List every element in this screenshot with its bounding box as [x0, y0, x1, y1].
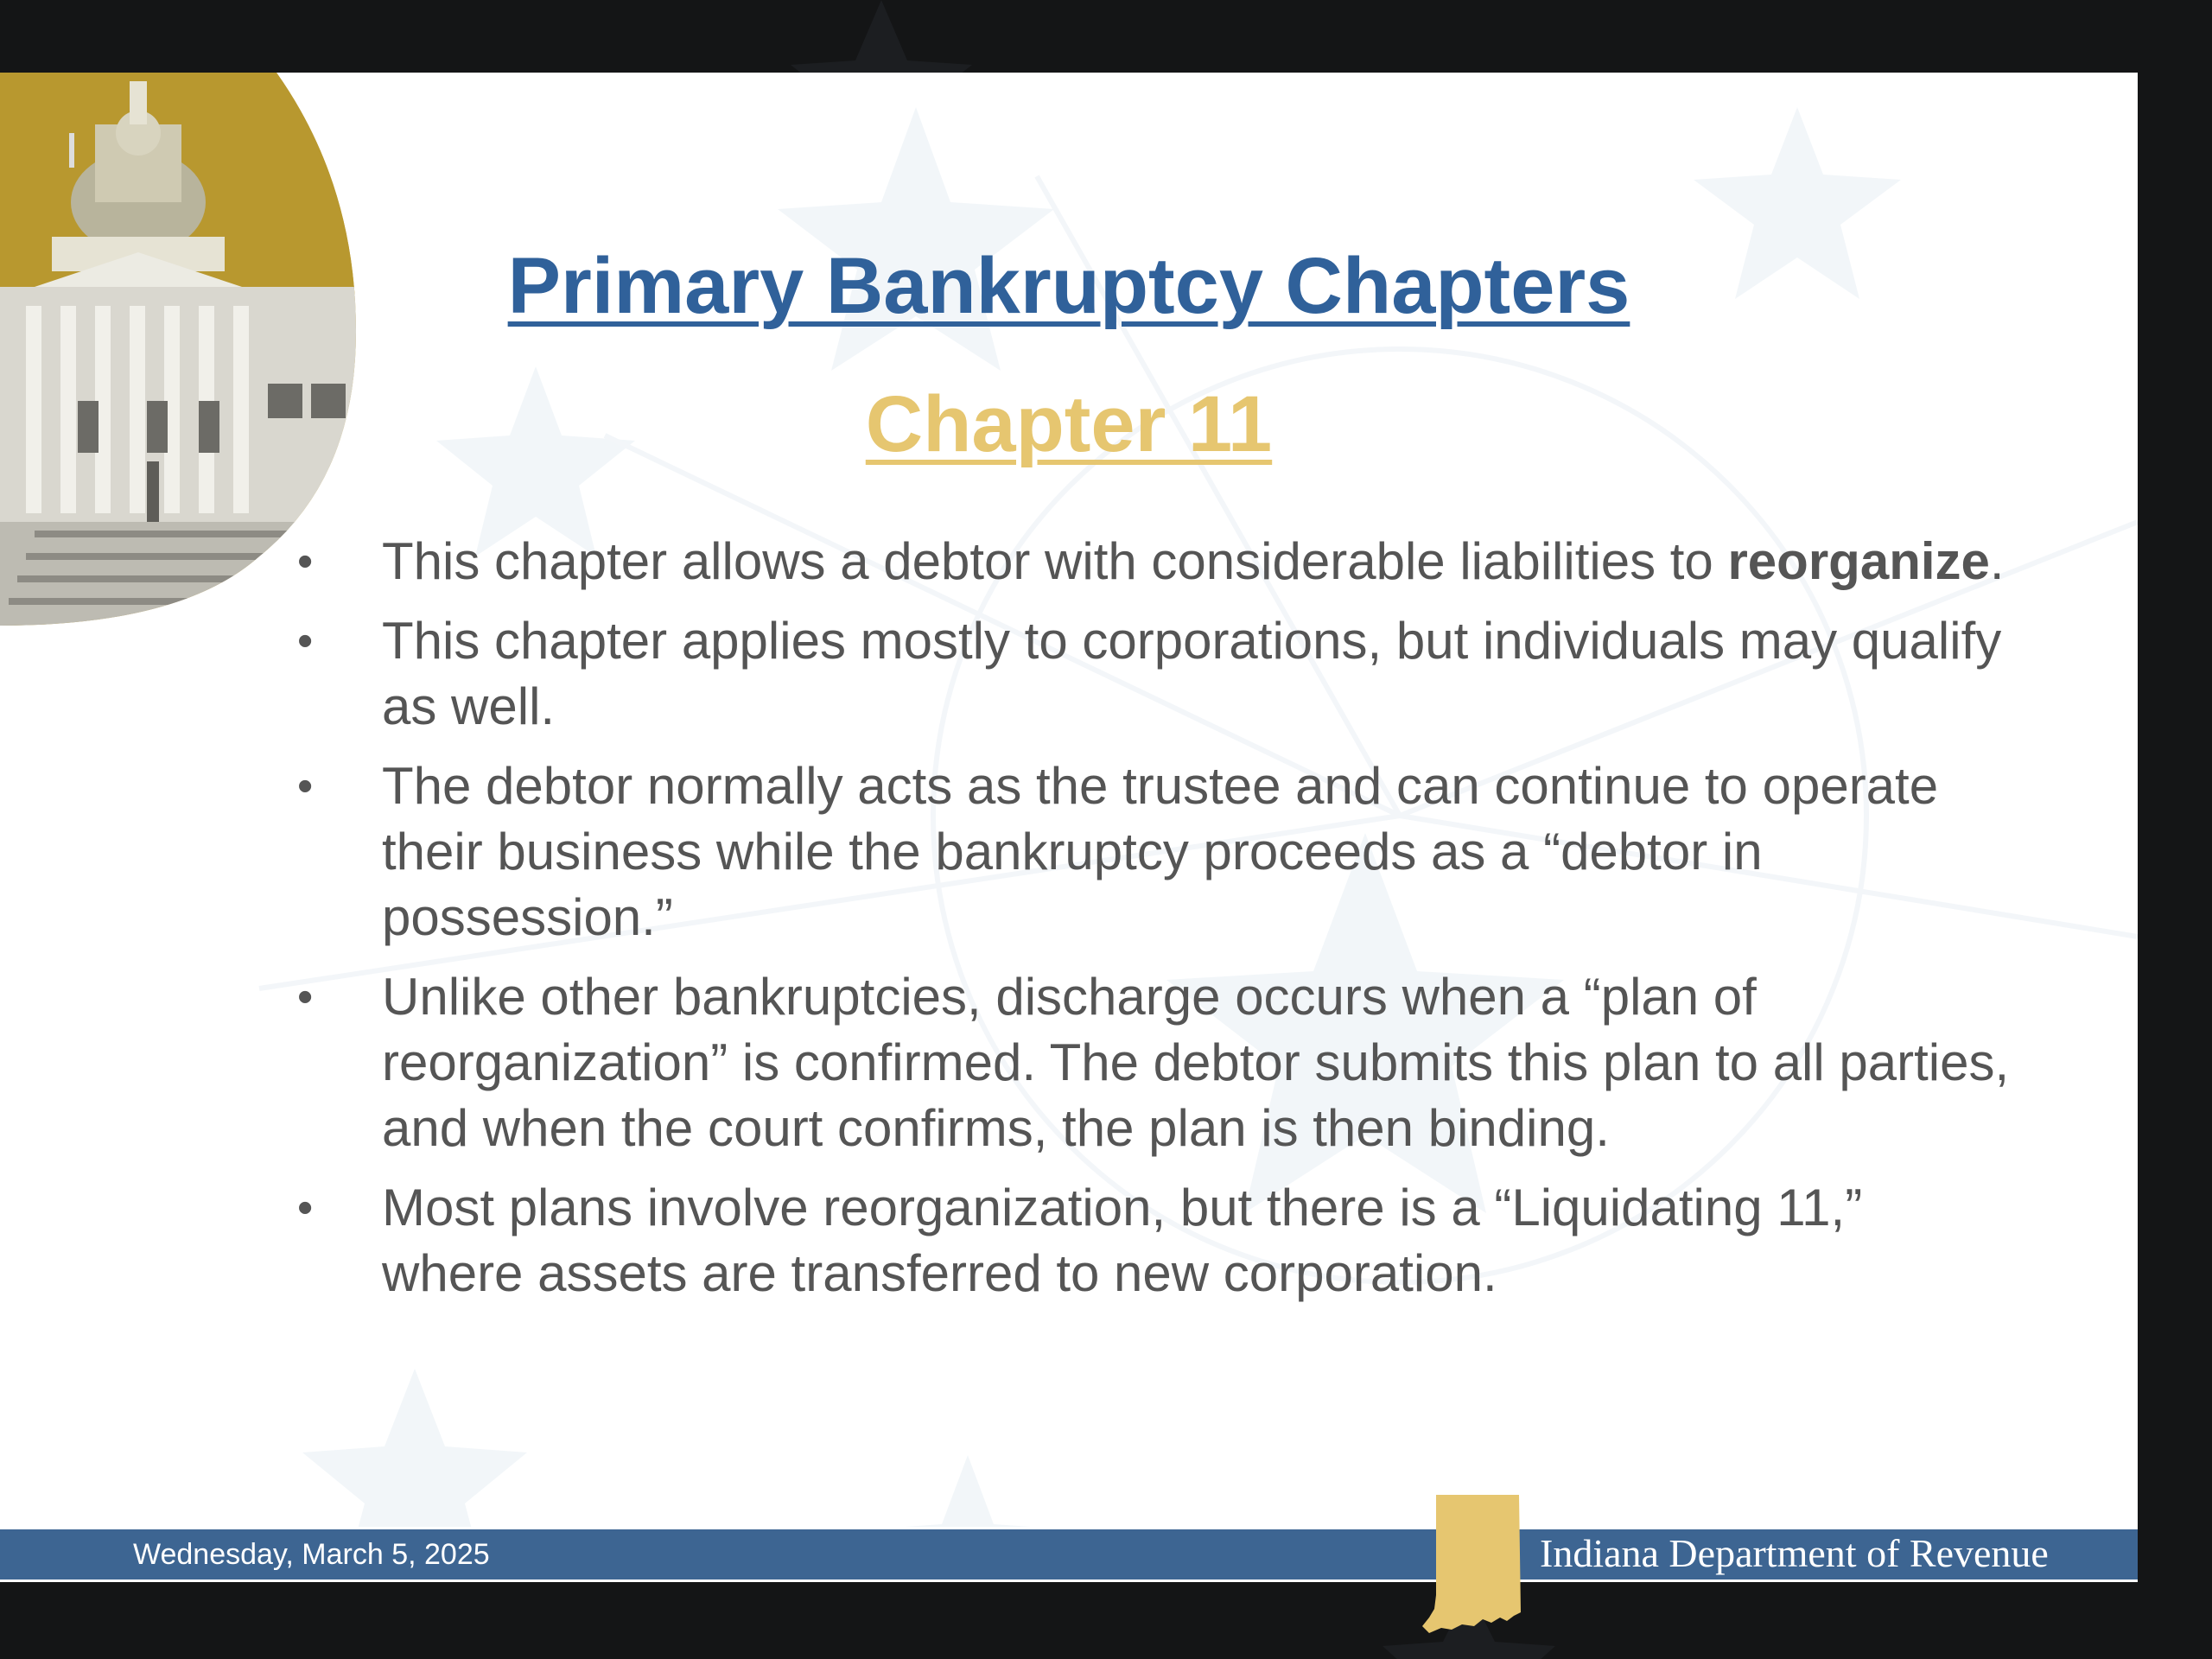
slide — [0, 73, 2138, 1581]
bullet-text: This chapter allows a debtor with considerable liabilities to — [382, 532, 1728, 590]
bullet-emphasis: reorganize — [1727, 532, 1990, 590]
bullet-icon: • — [297, 972, 314, 1022]
bullet-icon: • — [297, 616, 314, 666]
bullet-icon: • — [297, 761, 314, 811]
bullet-item — [292, 753, 2012, 950]
bullet-item — [292, 529, 2012, 594]
indiana-state-icon — [1417, 1491, 1531, 1635]
bullet-text: This chapter applies mostly to corporations, but individuals may qualify as well. — [382, 612, 2002, 735]
bullet-item — [292, 964, 2012, 1161]
bullet-icon: • — [297, 1183, 314, 1233]
footer-organization: Indiana Department of Revenue — [1540, 1531, 2049, 1575]
bullet-item — [292, 1175, 2012, 1306]
slide-title: Primary Bankruptcy Chapters — [507, 242, 1630, 330]
bullet-text-end: . — [1989, 532, 2005, 590]
bullet-text: The debtor normally acts as the trustee and can continue to operate their business while the bankruptcy proceeds as a “debtor in possession.” — [382, 757, 1939, 946]
bullet-text: Most plans involve reorganization, but there is a “Liquidating 11,” where assets are transferred to new corporation. — [382, 1179, 1863, 1302]
bullet-icon: • — [297, 537, 314, 587]
bullet-list — [292, 529, 2012, 1320]
slide-subtitle: Chapter 11 — [865, 380, 1273, 468]
bullet-text: Unlike other bankruptcies, discharge occurs when a “plan of reorganization” is confirmed. The debtor submits this plan to all parties, and when the court confirms, the plan is then binding. — [382, 968, 2010, 1157]
footer-date: Wednesday, March 5, 2025 — [133, 1538, 490, 1571]
bullet-item — [292, 608, 2012, 740]
